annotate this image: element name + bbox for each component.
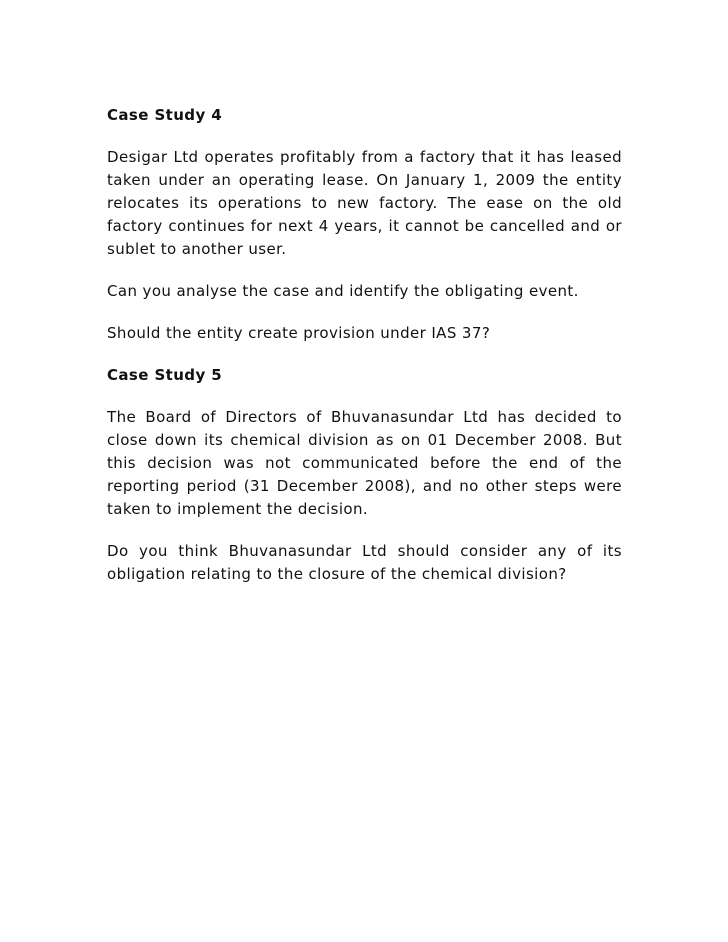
case-study-5-question: Do you think Bhuvanasundar Ltd should consider any of its obligation relating to the closure of the chemical division? bbox=[107, 542, 622, 583]
case-study-5-description: The Board of Directors of Bhuvanasundar Ltd has decided to close down its chemical division as on 01 December 2008. But this decision was not communicated before the end of the reporting period (31 December 2008), and no other steps were taken to implement the decision. bbox=[107, 408, 622, 518]
case-study-4-heading: Case Study 4 bbox=[107, 106, 223, 124]
case-study-5-heading: Case Study 5 bbox=[107, 366, 223, 384]
case-study-4-question-1: Can you analyse the case and identify the obligating event. bbox=[107, 282, 579, 300]
case-study-4-question-2: Should the entity create provision under IAS 37? bbox=[107, 324, 491, 342]
case-study-4-description: Desigar Ltd operates profitably from a factory that it has leased taken under an operating lease. On January 1, 2009 the entity relocates its operations to new factory. The ease on the old factory continues for next 4 years, it cannot be cancelled and or sublet to another user. bbox=[107, 148, 622, 258]
document-page bbox=[107, 104, 622, 605]
